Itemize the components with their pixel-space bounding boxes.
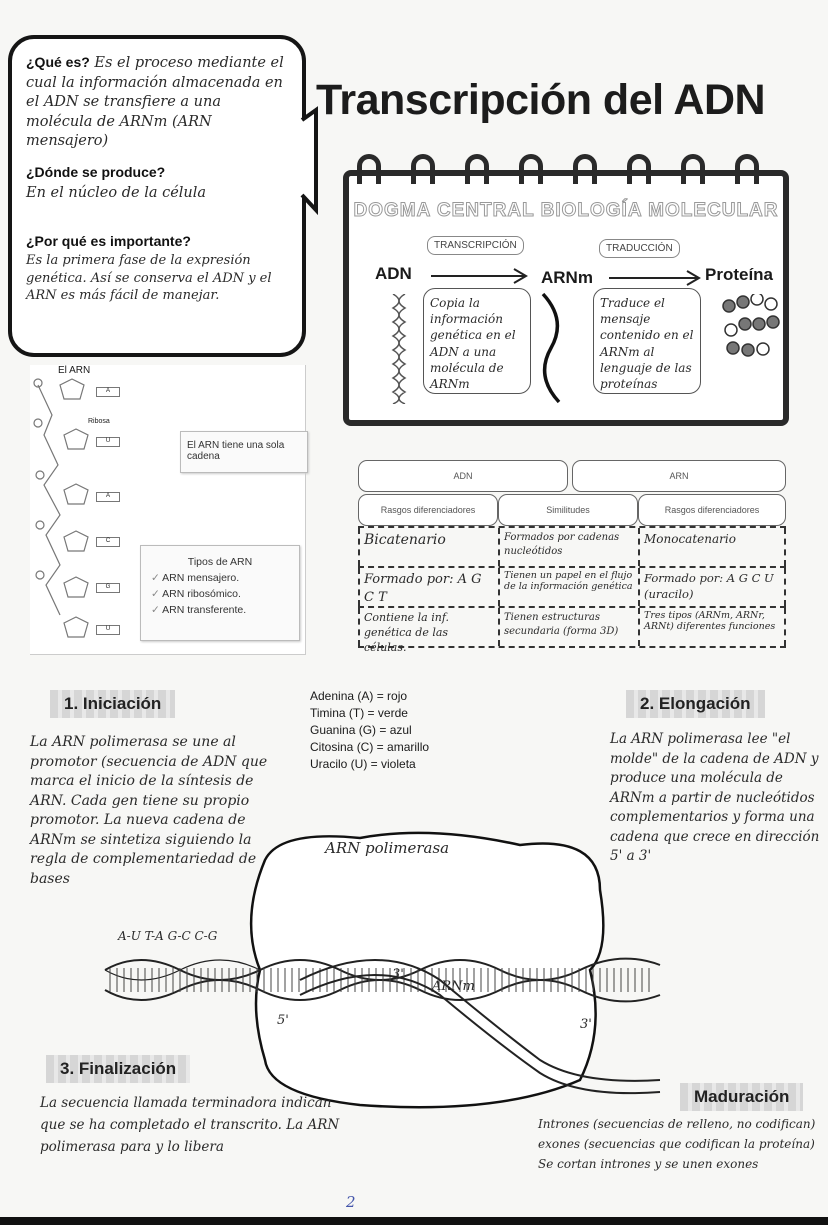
note-transcripcion: Copia la información genética en el ADN a una molécula de ARNm bbox=[423, 288, 531, 394]
dna-helix-icon bbox=[389, 294, 409, 404]
ring-icon bbox=[519, 154, 543, 184]
qa-bubble bbox=[8, 35, 306, 357]
check-icon: ✓ bbox=[151, 604, 163, 616]
single-strand-note: El ARN tiene una sola cadena bbox=[180, 431, 308, 473]
ring-icon bbox=[573, 154, 597, 184]
iniciacion-label: 1. Iniciación bbox=[50, 690, 175, 718]
protein-chain-icon bbox=[721, 294, 783, 364]
step-traduccion: TRADUCCIÓN bbox=[599, 239, 680, 258]
label-arnm: ARNm bbox=[541, 268, 593, 287]
three-prime-label: 3' bbox=[580, 1017, 592, 1032]
arnm-label: ARNm bbox=[432, 979, 475, 994]
base-tag: C bbox=[96, 537, 120, 547]
base-tag: G bbox=[96, 583, 120, 593]
question-where: ¿Dónde se produce? bbox=[26, 163, 166, 180]
table-row: Formado por: A G C T Tienen un papel en el flujo de la información genética Formado por: A G C U (uracilo) bbox=[358, 568, 786, 608]
polimerasa-label: ARN polimerasa bbox=[325, 839, 450, 857]
arn-structure-panel bbox=[30, 365, 306, 655]
subheader: Similitudes bbox=[498, 494, 638, 526]
base-tag: A bbox=[96, 492, 120, 502]
header-arn: ARN bbox=[572, 460, 786, 492]
elongacion-text: La ARN polimerasa lee "el molde" de la cadena de ADN y produce una molécula de ARNm a partir de nucleótidos complementarios y forma una cadena que crece en dirección 5' a 3' bbox=[610, 731, 820, 864]
page-title: Transcripción del ADN bbox=[316, 76, 766, 124]
base-pairs: A-U T-A G-C C-G bbox=[118, 929, 218, 943]
question-why: ¿Por qué es importante? bbox=[26, 233, 191, 250]
mrna-strand-icon bbox=[539, 292, 563, 404]
label-adn: ADN bbox=[375, 264, 412, 283]
header-adn: ADN bbox=[358, 460, 568, 492]
bottom-edge bbox=[0, 1217, 828, 1225]
ring-icon bbox=[681, 154, 705, 184]
tipo-item: ✓ ARN ribosómico. bbox=[151, 588, 241, 600]
five-prime-label: 5' bbox=[277, 1013, 289, 1028]
subheader: Rasgos diferenciadores bbox=[638, 494, 786, 526]
legend-item: Guanina (G) = azul bbox=[310, 723, 412, 737]
ring-icon bbox=[465, 154, 489, 184]
step-transcripcion: TRANSCRIPCIÓN bbox=[427, 236, 524, 255]
check-icon: ✓ bbox=[151, 572, 163, 584]
three-prime-label: 3' bbox=[392, 967, 404, 982]
question-what: ¿Qué es? bbox=[26, 54, 90, 70]
legend-item: Timina (T) = verde bbox=[310, 706, 408, 720]
subheader: Rasgos diferenciadores bbox=[358, 494, 498, 526]
iniciacion-text: La ARN polimerasa se une al promotor (secuencia de ADN que marca el inicio de la síntesis de ARN. Cada gen tiene su propio promotor. La nueva cadena de ARNm se sintetiza siguiendo la regla de complementariedad de bases bbox=[30, 734, 268, 887]
base-tag: U bbox=[96, 437, 120, 447]
arn-backbone-diagram bbox=[30, 375, 140, 655]
tipos-arn-note bbox=[140, 545, 300, 641]
finalizacion-label: 3. Finalización bbox=[46, 1055, 190, 1083]
dogma-central-notebook bbox=[343, 170, 789, 426]
ring-icon bbox=[735, 154, 759, 184]
legend-item: Adenina (A) = rojo bbox=[310, 689, 408, 703]
legend-item: Citosina (C) = amarillo bbox=[310, 740, 430, 754]
tipo-item: ✓ ARN transferente. bbox=[151, 604, 247, 616]
adn-arn-comparison-table bbox=[358, 460, 786, 654]
ring-icon bbox=[357, 154, 381, 184]
finalizacion-text: La secuencia llamada terminadora indican que se ha completado el transcrito. La ARN polimerasa para y lo libera bbox=[40, 1095, 340, 1155]
check-icon: ✓ bbox=[151, 588, 163, 600]
maduracion-text: Intrones (secuencias de relleno, no codifican) exones (secuencias que codifican la proteína) Se cortan intrones y se unen exones bbox=[538, 1117, 816, 1171]
dogma-heading: DOGMA CENTRAL BIOLOGÍA MOLECULAR bbox=[353, 200, 779, 221]
base-color-legend bbox=[310, 688, 429, 773]
legend-item: Uracilo (U) = violeta bbox=[310, 757, 416, 771]
base-tag: U bbox=[96, 625, 120, 635]
ring-icon bbox=[627, 154, 651, 184]
answer-what: Es el proceso mediante el cual la información almacenada en el ADN se transfiere a una molécula de ARNm (ARN mensajero) bbox=[26, 55, 284, 150]
tipos-title: Tipos de ARN bbox=[187, 556, 253, 568]
tipo-item: ✓ ARN mensajero. bbox=[151, 572, 240, 584]
note-traduccion: Traduce el mensaje contenido en el ARNm al lenguaje de las proteínas bbox=[593, 288, 701, 394]
answer-why: Es la primera fase de la expresión genética. Así se conserva el ADN y el ARN es más fácil de manejar. bbox=[26, 253, 272, 304]
page-number: 2 bbox=[346, 1193, 356, 1211]
answer-where: En el núcleo de la célula bbox=[26, 184, 207, 201]
maduracion-label: Maduración bbox=[680, 1083, 803, 1111]
label-proteina: Proteína bbox=[705, 265, 774, 284]
ribosa-label: Ribosa bbox=[88, 418, 110, 425]
arrows bbox=[429, 266, 709, 286]
elongacion-label: 2. Elongación bbox=[626, 690, 765, 718]
arn-panel-title: El ARN bbox=[58, 365, 91, 376]
base-tag: A bbox=[96, 387, 120, 397]
table-row: Contiene la inf. genética de las células. Tienen estructuras secundaria (forma 3D) Tres tipos (ARNm, ARNr, ARNt) diferentes funciones bbox=[358, 608, 786, 648]
table-row: Bicatenario Formados por cadenas nucleótidos Monocatenario bbox=[358, 528, 786, 568]
ring-icon bbox=[411, 154, 435, 184]
